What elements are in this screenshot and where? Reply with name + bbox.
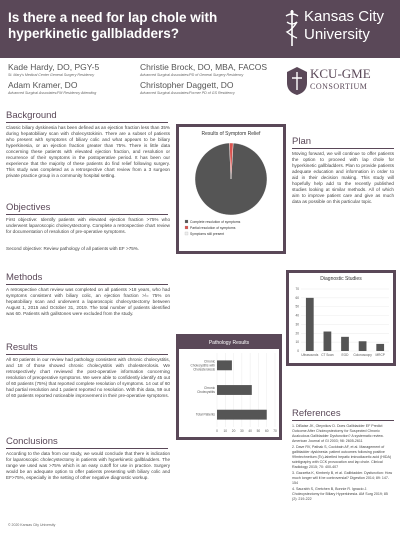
x-tick-label: EGD xyxy=(341,353,349,357)
bar xyxy=(324,332,332,351)
bar xyxy=(341,337,349,351)
y-tick-label: 50 xyxy=(295,304,299,309)
kcu-gme-subtitle: CONSORTIUM xyxy=(310,82,368,91)
reference-item: 3. Gazzetta K, Kimberly B, et al. Gallbladder. Dysfunction: How much longer will it be controversial? Digestion 2014; 89: 147-154 xyxy=(292,471,393,485)
x-tick-label: 30 xyxy=(240,429,244,433)
kcu-caduceus-icon xyxy=(282,8,302,48)
symptom-relief-chart xyxy=(176,124,286,254)
x-tick-label: 50 xyxy=(256,429,261,433)
bar xyxy=(376,344,384,351)
author-name: Christopher Daggett, DO xyxy=(140,80,234,90)
y-tick-label: Chronic Cholecystitis xyxy=(197,386,215,394)
bar xyxy=(359,341,367,351)
y-tick-label: Total Patients xyxy=(195,412,215,417)
section-divider xyxy=(292,148,394,149)
results-text: All 60 patients in our review had pathology consistent with chronic cholecystitis, and 18 of those showed chronic cholecystitis with cholesterolosis. We retrospectively chart reviewed the post-operative information concerning resolution of preoperative symptoms. We were able to confidently identify 45 out of 60 patients (75%) that reported complete resolution of symptoms. 14 out of 60 had partial resolution and 1 patient reported no resolution. With this data, 59 out of 60 patients reported noticeable improvement in their pre-operative symptoms. xyxy=(6,357,170,398)
background-heading: Background xyxy=(6,110,57,121)
objectives-text-first: First objective: Identify patients with elevated ejection fraction >75% who underwent laparoscopic cholecystectomy. Complete a retrospective chart review for documentation of resolution of pre-operative symptoms. xyxy=(6,217,170,234)
author-affiliation: St. Mary's Medical Center General Surgery Residency xyxy=(8,73,95,77)
objectives-text-second: Second objective: Review pathology of all patients with EF >75%. xyxy=(6,246,140,251)
horizontal-bar-chart-svg xyxy=(179,349,279,437)
background-text: Classic biliary dyskinesia has been defined as an ejection fraction less than 35% during hepatobiliary scan with cholecystokinin. There are a subset of patients who present with symptoms of biliary colic and what appears to be biliary hyperkinesia, or an ejection fraction greater than 75%. There is little data concerning these patients with elevated ejection fraction, and resolution or recurrence of their symptoms in the postoperative period. It has been our experience that the majority of these patients do find relief following surgery. This study was completed as a retrospective chart review from a 3 surgeon private practice group in a community hospital setting. xyxy=(6,125,170,178)
x-tick-label: MRCP xyxy=(375,353,385,357)
chart-title: Results of Symptom Relief xyxy=(201,131,261,137)
legend-swatch xyxy=(185,220,188,223)
author-name: Kade Hardy, DO, PGY-5 xyxy=(8,62,100,72)
y-tick-label: 30 xyxy=(295,322,299,327)
x-tick-label: 10 xyxy=(223,429,228,433)
kcu-gme-title: KCU-GME xyxy=(310,66,371,81)
conclusions-heading: Conclusions xyxy=(6,436,58,447)
y-tick-label: 20 xyxy=(295,331,299,336)
bar xyxy=(217,410,267,420)
y-tick-label: Chronic Cholecystitis with Cholesterolosis xyxy=(190,359,215,372)
chart-title: Pathology Results xyxy=(208,340,250,346)
section-divider xyxy=(6,284,168,285)
section-divider xyxy=(6,354,168,355)
y-tick-label: 70 xyxy=(295,287,299,291)
author-affiliation: Advanced Surgical Associates/PD of General Surgery Residency xyxy=(140,73,244,77)
pathology-results-chart xyxy=(176,334,282,440)
bar-chart-svg xyxy=(289,283,393,363)
author-affiliation: Advanced Surgical Associates/Former PD of GS Residency xyxy=(140,91,235,95)
x-tick-label: 20 xyxy=(231,429,236,433)
legend-label: Partial resolution of symptoms xyxy=(190,226,236,230)
y-tick-label: 0 xyxy=(297,349,299,353)
reference-item: 2. Dave RV, Pathak S, Cockbain AF, et al. Management of gallbladder dyskinesia: patient outcomes following positive 99mtechnetium (Tc)-labelled hepatic iminodiacetic acid (HIDA) scintigraphy with CCK provocation and lap chole. Clinical Radiology 2015; 70: 400-407 xyxy=(292,445,392,469)
objectives-heading: Objectives xyxy=(6,202,51,213)
section-divider xyxy=(292,420,394,421)
section-divider xyxy=(6,448,168,449)
reference-item: 4. Saurabh S, Gretchen B, Bonnie R. Ignacio J. Cholecystectomy for Biliary Hyperkinesia. AM Surg 2019; 85 (2): 219-222 xyxy=(292,487,388,501)
poster-title: Is there a need for lap chole with hyperkinetic gallbladders? xyxy=(8,10,218,41)
reference-item: 1. DiBaise JK, Oleynikov D. Does Gallbladder EF Predict Outcome After Cholecystectomy for Suspected Chronic Acalculous Gallbladder Dysfunction? A systematic review. American Journal of GI 2003; 98: 2605-2611 xyxy=(292,424,384,443)
logo-text-line1: Kansas City xyxy=(304,8,385,25)
results-heading: Results xyxy=(6,342,38,353)
methods-heading: Methods xyxy=(6,272,43,283)
plan-text: Moving forward, we will continue to offer patients the option to proceed with lap chole for hyperkinetic gallbladders. Plan to provide patients adequate education and information in order to aid in their decision making. This study will hopefully help add to the recently published studies looking at similar methods. All of which aim to improve patient care and give as much data as possible on this particular topic. xyxy=(292,151,394,204)
legend-swatch xyxy=(185,226,188,229)
x-tick-label: 60 xyxy=(264,429,269,433)
x-tick-label: 70 xyxy=(273,429,277,433)
conclusions-text: According to the data from our study, we would conclude that there is indication for laparoscopic cholecystectomy in patients with hyperkinetic gallbladders. The range we used was >75% which is an easy cutoff for use in practice. Surgery would be an adequate option to offer patients presenting with biliary colic and EF>75%, especially in the setting of other negative diagnostic workup. xyxy=(6,451,170,480)
x-tick-label: Ultrasounds xyxy=(301,353,319,357)
x-tick-label: CT Scan xyxy=(321,353,334,357)
diagnostic-studies-chart xyxy=(286,270,396,366)
references-list xyxy=(292,424,394,502)
poster-header xyxy=(0,0,400,58)
bar xyxy=(217,360,232,370)
pie-chart-svg xyxy=(179,139,283,249)
legend-label: Complete resolution of symptoms xyxy=(190,220,241,224)
copyright-footer: © 2020 Kansas City University xyxy=(8,523,56,527)
methods-text: A retrospective chart review was completed on all patients >18 years, who had symptoms consistent with biliary colic, an ejection fraction >/= 75% on hepatobiliary scan and underwent a laparoscopic cholecystectomy between August 1, 2015 and October 31, 2019. The total number of patients identified was 60. Patients with gallstones were excluded from the study. xyxy=(6,287,170,316)
section-divider xyxy=(6,122,168,123)
bar xyxy=(217,385,252,395)
y-tick-label: 40 xyxy=(295,313,299,318)
author-affiliation: Advanced Surgical Associates/FM Residency Attending xyxy=(8,91,97,95)
logo-text-line2: University xyxy=(304,26,370,43)
author-name: Christie Brock, DO, MBA, FACOS xyxy=(140,62,268,72)
legend-label: Symptoms still present xyxy=(190,232,225,236)
x-tick-label: 40 xyxy=(248,429,252,433)
y-tick-label: 10 xyxy=(295,340,299,345)
section-divider xyxy=(6,214,168,215)
plan-heading: Plan xyxy=(292,136,312,147)
kcu-gme-emblem-icon xyxy=(286,66,308,96)
chart-title: Diagnostic Studies xyxy=(320,276,362,282)
kcu-logo xyxy=(282,6,396,54)
references-heading: References xyxy=(292,408,341,419)
legend-swatch xyxy=(185,232,188,235)
x-tick-label: Colonoscopy xyxy=(353,353,372,357)
y-tick-label: 60 xyxy=(295,295,299,300)
author-name: Adam Kramer, DO xyxy=(8,80,78,90)
bar xyxy=(306,298,314,351)
kcu-gme-logo xyxy=(286,64,396,104)
x-tick-label: 0 xyxy=(216,429,218,433)
